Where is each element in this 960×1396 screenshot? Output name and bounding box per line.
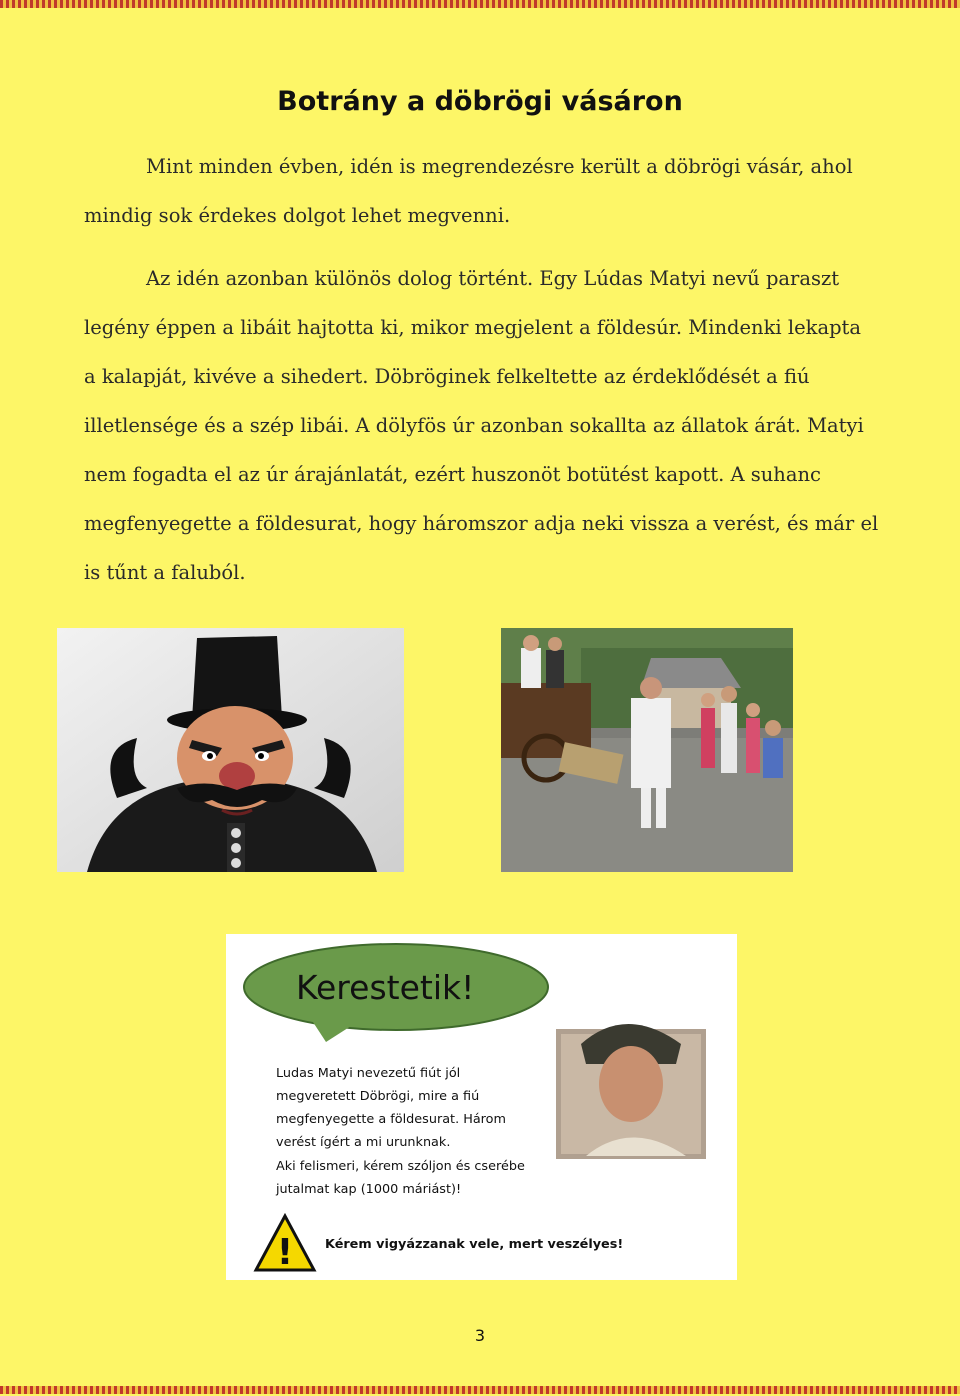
poster-text-line: verést ígért a mi urunknak. (276, 1135, 451, 1150)
poster-text-line: Ludas Matyi nevezetű fiút jól (276, 1066, 461, 1081)
paragraph-2-line: Az idén azonban különös dolog történt. Egy Lúdas Matyi nevű paraszt (146, 267, 840, 290)
wanted-poster (226, 934, 737, 1280)
paragraph-2 (84, 254, 884, 597)
landlord-cartoon-image (57, 628, 404, 872)
poster-heading: Kerestetik! (296, 968, 475, 1007)
paragraph-2-line: illetlensége és a szép libái. A dölyfös úr azonban sokallta az állatok árát. Matyi (84, 414, 864, 437)
svg-text:!: ! (276, 1232, 294, 1273)
paragraph-2-line: nem fogadta el az úr árajánlatát, ezért huszonöt botütést kapott. A suhanc (84, 463, 821, 486)
paragraph-1-line: Mint minden évben, idén is megrendezésre került a döbrögi vásár, ahol (146, 155, 853, 178)
paragraph-2-line: megfenyegette a földesurat, hogy háromszor adja neki vissza a verést, és már el (84, 512, 879, 535)
paragraph-2-line: a kalapját, kivéve a sihedert. Döbröginek felkeltette az érdeklődését a fiú (84, 365, 810, 388)
poster-text-line: megfenyegette a földesurat. Három (276, 1112, 506, 1127)
paragraph-1-line: mindig sok érdekes dolgot lehet megvenni. (84, 204, 511, 227)
poster-text-line: megveretett Döbrögi, mire a fiú (276, 1089, 480, 1104)
poster-warning: Kérem vigyázzanak vele, mert veszélyes! (325, 1237, 624, 1252)
decorative-border-bottom (0, 1386, 960, 1394)
page-number: 3 (474, 1326, 486, 1345)
paragraph-2-line: is tűnt a faluból. (84, 561, 246, 584)
poster-text-1 (276, 1062, 556, 1154)
paragraph-2-line: legény éppen a libáit hajtotta ki, mikor megjelent a földesúr. Mindenki lekapta (84, 316, 862, 339)
poster-text-line: Aki felismeri, kérem szóljon és cserébe (276, 1159, 525, 1174)
village-scene-photo (501, 628, 793, 872)
poster-text-2 (276, 1155, 556, 1201)
paragraph-1 (84, 142, 884, 240)
page-title: Botrány a döbrögi vásáron (277, 86, 683, 117)
poster-text-line: jutalmat kap (1000 máriást)! (276, 1182, 462, 1197)
decorative-border-top (0, 0, 960, 8)
